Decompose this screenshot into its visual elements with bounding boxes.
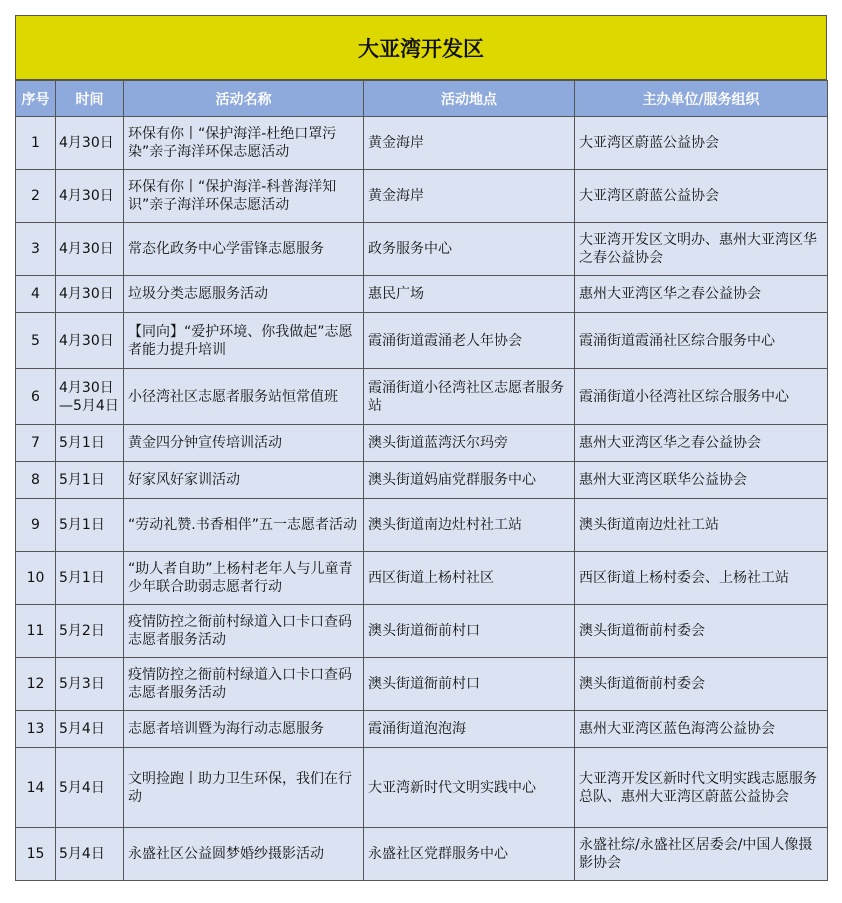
header-place: 活动地点 — [364, 81, 575, 117]
cell-time: 4月30日 — [56, 313, 124, 369]
cell-time: 5月4日 — [56, 828, 124, 881]
cell-place: 政务服务中心 — [364, 223, 575, 276]
table-row — [16, 425, 828, 462]
cell-time: 5月4日 — [56, 748, 124, 828]
cell-activity-name: 文明捡跑丨助力卫生环保，我们在行动 — [124, 748, 364, 828]
cell-place: 澳头街道南边灶村社工站 — [364, 499, 575, 552]
cell-activity-name: 疫情防控之衙前村绿道入口卡口查码志愿者服务活动 — [124, 605, 364, 658]
cell-no: 13 — [16, 711, 56, 748]
cell-organizer: 永盛社综/永盛社区居委会/中国人像摄影协会 — [575, 828, 828, 881]
cell-organizer: 惠州大亚湾区华之春公益协会 — [575, 425, 828, 462]
table-row — [16, 117, 828, 170]
header-org: 主办单位/服务组织 — [575, 81, 828, 117]
cell-activity-name: 环保有你丨“保护海洋-科普海洋知识”亲子海洋环保志愿活动 — [124, 170, 364, 223]
cell-activity-name: 永盛社区公益圆梦婚纱摄影活动 — [124, 828, 364, 881]
cell-no: 5 — [16, 313, 56, 369]
cell-no: 6 — [16, 369, 56, 425]
cell-organizer: 惠州大亚湾区联华公益协会 — [575, 462, 828, 499]
cell-time: 4月30日 — [56, 117, 124, 170]
cell-place: 惠民广场 — [364, 276, 575, 313]
table-row — [16, 605, 828, 658]
activity-table — [15, 80, 828, 881]
cell-organizer: 霞涌街道霞涌社区综合服务中心 — [575, 313, 828, 369]
cell-place: 澳头街道衙前村口 — [364, 605, 575, 658]
sheet-title: 大亚湾开发区 — [15, 15, 827, 80]
header-name: 活动名称 — [124, 81, 364, 117]
table-row — [16, 276, 828, 313]
cell-time: 5月1日 — [56, 499, 124, 552]
header-no: 序号 — [16, 81, 56, 117]
cell-activity-name: “助人者自助”上杨村老年人与儿童青少年联合助弱志愿者行动 — [124, 552, 364, 605]
header-time: 时间 — [56, 81, 124, 117]
cell-place: 黄金海岸 — [364, 117, 575, 170]
table-row — [16, 828, 828, 881]
cell-place: 霞涌街道霞涌老人年协会 — [364, 313, 575, 369]
cell-no: 1 — [16, 117, 56, 170]
cell-place: 霞涌街道小径湾社区志愿者服务站 — [364, 369, 575, 425]
cell-time: 5月3日 — [56, 658, 124, 711]
cell-place: 永盛社区党群服务中心 — [364, 828, 575, 881]
table-row — [16, 462, 828, 499]
cell-activity-name: 常态化政务中心学雷锋志愿服务 — [124, 223, 364, 276]
cell-no: 15 — [16, 828, 56, 881]
cell-organizer: 惠州大亚湾区华之春公益协会 — [575, 276, 828, 313]
cell-organizer: 澳头街道南边灶社工站 — [575, 499, 828, 552]
cell-no: 9 — [16, 499, 56, 552]
cell-place: 澳头街道衙前村口 — [364, 658, 575, 711]
cell-organizer: 惠州大亚湾区蓝色海湾公益协会 — [575, 711, 828, 748]
cell-place: 霞涌街道泡泡海 — [364, 711, 575, 748]
cell-organizer: 大亚湾区蔚蓝公益协会 — [575, 170, 828, 223]
table-row — [16, 223, 828, 276]
cell-no: 3 — [16, 223, 56, 276]
cell-no: 8 — [16, 462, 56, 499]
cell-activity-name: 【同向】“爱护环境、你我做起”志愿者能力提升培训 — [124, 313, 364, 369]
table-row — [16, 170, 828, 223]
cell-activity-name: 好家风好家训活动 — [124, 462, 364, 499]
cell-place: 澳头街道妈庙党群服务中心 — [364, 462, 575, 499]
cell-no: 7 — [16, 425, 56, 462]
table-row — [16, 499, 828, 552]
cell-time: 5月1日 — [56, 462, 124, 499]
cell-organizer: 澳头街道衙前村委会 — [575, 605, 828, 658]
cell-no: 10 — [16, 552, 56, 605]
cell-organizer: 大亚湾区蔚蓝公益协会 — [575, 117, 828, 170]
cell-time: 4月30日 — [56, 223, 124, 276]
cell-place: 大亚湾新时代文明实践中心 — [364, 748, 575, 828]
cell-place: 西区街道上杨村社区 — [364, 552, 575, 605]
table-row — [16, 313, 828, 369]
cell-time: 4月30日 — [56, 170, 124, 223]
cell-activity-name: “劳动礼赞.书香相伴”五一志愿者活动 — [124, 499, 364, 552]
cell-no: 11 — [16, 605, 56, 658]
cell-activity-name: 疫情防控之衙前村绿道入口卡口查码志愿者服务活动 — [124, 658, 364, 711]
cell-activity-name: 环保有你丨“保护海洋-杜绝口罩污染”亲子海洋环保志愿活动 — [124, 117, 364, 170]
table-row — [16, 552, 828, 605]
cell-no: 4 — [16, 276, 56, 313]
cell-organizer: 大亚湾开发区新时代文明实践志愿服务总队、惠州大亚湾区蔚蓝公益协会 — [575, 748, 828, 828]
cell-activity-name: 黄金四分钟宣传培训活动 — [124, 425, 364, 462]
cell-no: 12 — [16, 658, 56, 711]
cell-no: 14 — [16, 748, 56, 828]
cell-no: 2 — [16, 170, 56, 223]
cell-time: 5月4日 — [56, 711, 124, 748]
cell-time: 4月30日 — [56, 276, 124, 313]
activity-sheet — [15, 15, 827, 881]
cell-time: 5月1日 — [56, 425, 124, 462]
table-row — [16, 369, 828, 425]
cell-activity-name: 垃圾分类志愿服务活动 — [124, 276, 364, 313]
table-row — [16, 711, 828, 748]
cell-organizer: 西区街道上杨村委会、上杨社工站 — [575, 552, 828, 605]
cell-place: 黄金海岸 — [364, 170, 575, 223]
cell-organizer: 大亚湾开发区文明办、惠州大亚湾区华之春公益协会 — [575, 223, 828, 276]
cell-activity-name: 志愿者培训暨为海行动志愿服务 — [124, 711, 364, 748]
header-row — [16, 81, 828, 117]
cell-place: 澳头街道蓝湾沃尔玛旁 — [364, 425, 575, 462]
table-row — [16, 748, 828, 828]
cell-activity-name: 小径湾社区志愿者服务站恒常值班 — [124, 369, 364, 425]
cell-time: 4月30日—5月4日 — [56, 369, 124, 425]
cell-time: 5月2日 — [56, 605, 124, 658]
cell-organizer: 澳头街道衙前村委会 — [575, 658, 828, 711]
table-row — [16, 658, 828, 711]
cell-time: 5月1日 — [56, 552, 124, 605]
cell-organizer: 霞涌街道小径湾社区综合服务中心 — [575, 369, 828, 425]
